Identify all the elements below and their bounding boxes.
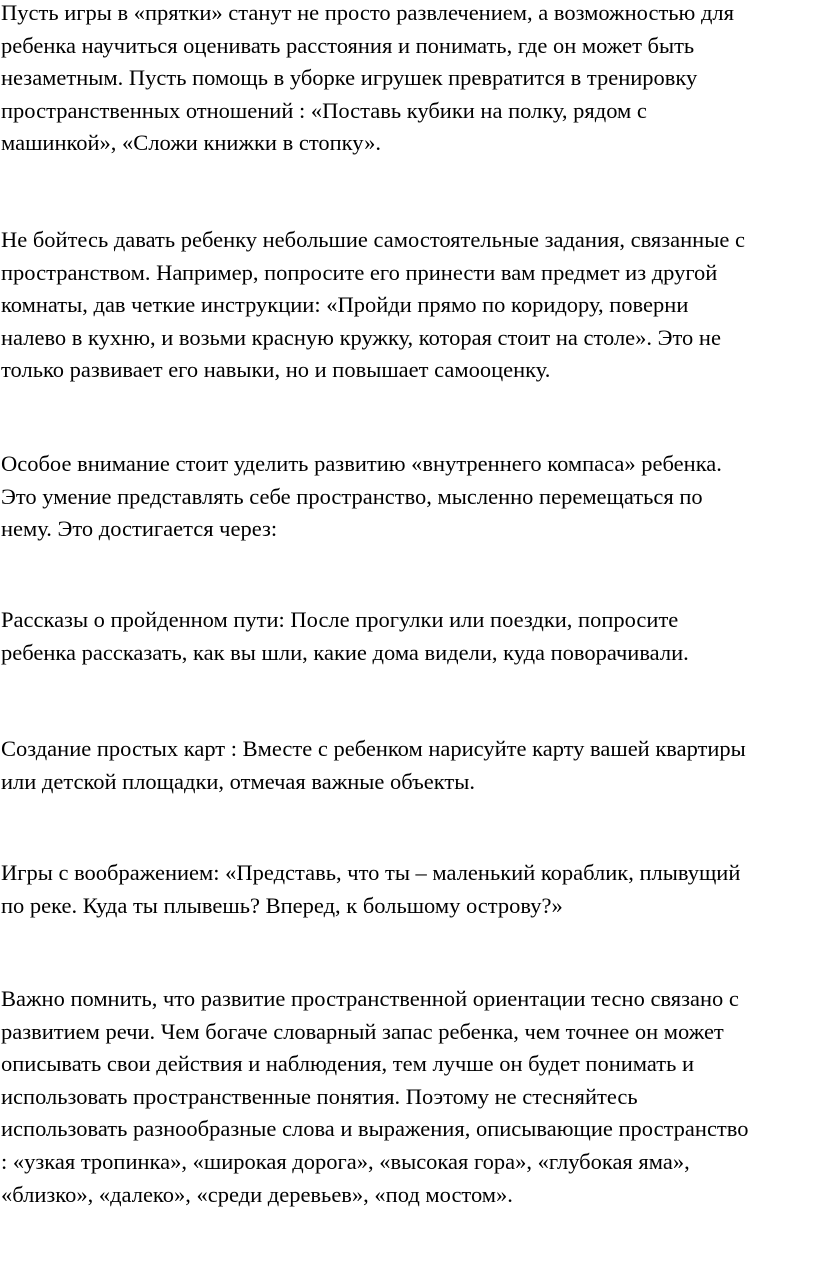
text-line: налево в кухню, и возьми красную кружку, которая стоит на столе». Это не [1,324,721,350]
paragraph-inner-compass [1,448,816,546]
text-line: Пусть игры в «прятки» станут не просто развлечением, а возможностью для [1,0,734,25]
paragraph-route-stories [1,604,816,669]
text-line: Важно помнить, что развитие пространственной ориентации тесно связано с [1,986,739,1011]
paragraph-independent-tasks [1,224,816,387]
text-line: Рассказы о пройденном пути: После прогулки или поездки, попросите [1,607,679,632]
text-line: Это умение представлять себе пространство, мысленно перемещаться по [1,483,703,509]
text-line: пространством. Например, попросите его принести вам предмет из другой [1,259,718,285]
text-line: ребенка научиться оценивать расстояния и понимать, где он может быть [1,32,695,58]
paragraph-speech-development [1,983,816,1211]
text-line: Создание простых карт : Вместе с ребенком нарисуйте карту вашей квартиры [1,736,746,761]
text-line: или детской площадки, отмечая важные объекты. [1,768,475,794]
text-line: пространственных отношений : «Поставь кубики на полку, рядом с [1,97,647,123]
text-line: Игры с воображением: «Представь, что ты – маленький кораблик, плывущий [1,860,741,885]
text-line: только развивает его навыки, но и повышает самооценку. [1,357,551,383]
text-line: «близко», «далеко», «среди деревьев», «под мостом». [1,1181,513,1207]
text-line: нему. Это достигается через: [1,516,278,542]
text-line: использовать пространственные понятия. Поэтому не стесняйтесь [1,1083,638,1109]
text-line: комнаты, дав четкие инструкции: «Пройди прямо по коридору, поверни [1,292,689,318]
text-line: ребенка рассказать, как вы шли, какие дома видели, куда поворачивали. [1,639,689,665]
paragraph-imagination-games [1,857,816,922]
paragraph-simple-maps [1,733,816,798]
text-line: незаметным. Пусть помощь в уборке игрушек превратится в тренировку [1,65,698,91]
text-line: машинкой», «Сложи книжки в стопку». [1,130,381,156]
text-line: Особое внимание стоит уделить развитию «внутреннего компаса» ребенка. [1,451,722,476]
text-line: : «узкая тропинка», «широкая дорога», «высокая гора», «глубокая яма», [1,1148,690,1174]
paragraph-hide-and-seek [1,0,816,160]
text-line: развитием речи. Чем богаче словарный запас ребенка, чем точнее он может [1,1018,724,1044]
text-line: использовать разнообразные слова и выражения, описывающие пространство [1,1116,749,1142]
text-line: по реке. Куда ты плывешь? Вперед, к большому острову?» [1,892,563,918]
text-line: Не бойтесь давать ребенку небольшие самостоятельные задания, связанные с [1,227,745,252]
text-line: описывать свои действия и наблюдения, тем лучше он будет понимать и [1,1051,695,1077]
